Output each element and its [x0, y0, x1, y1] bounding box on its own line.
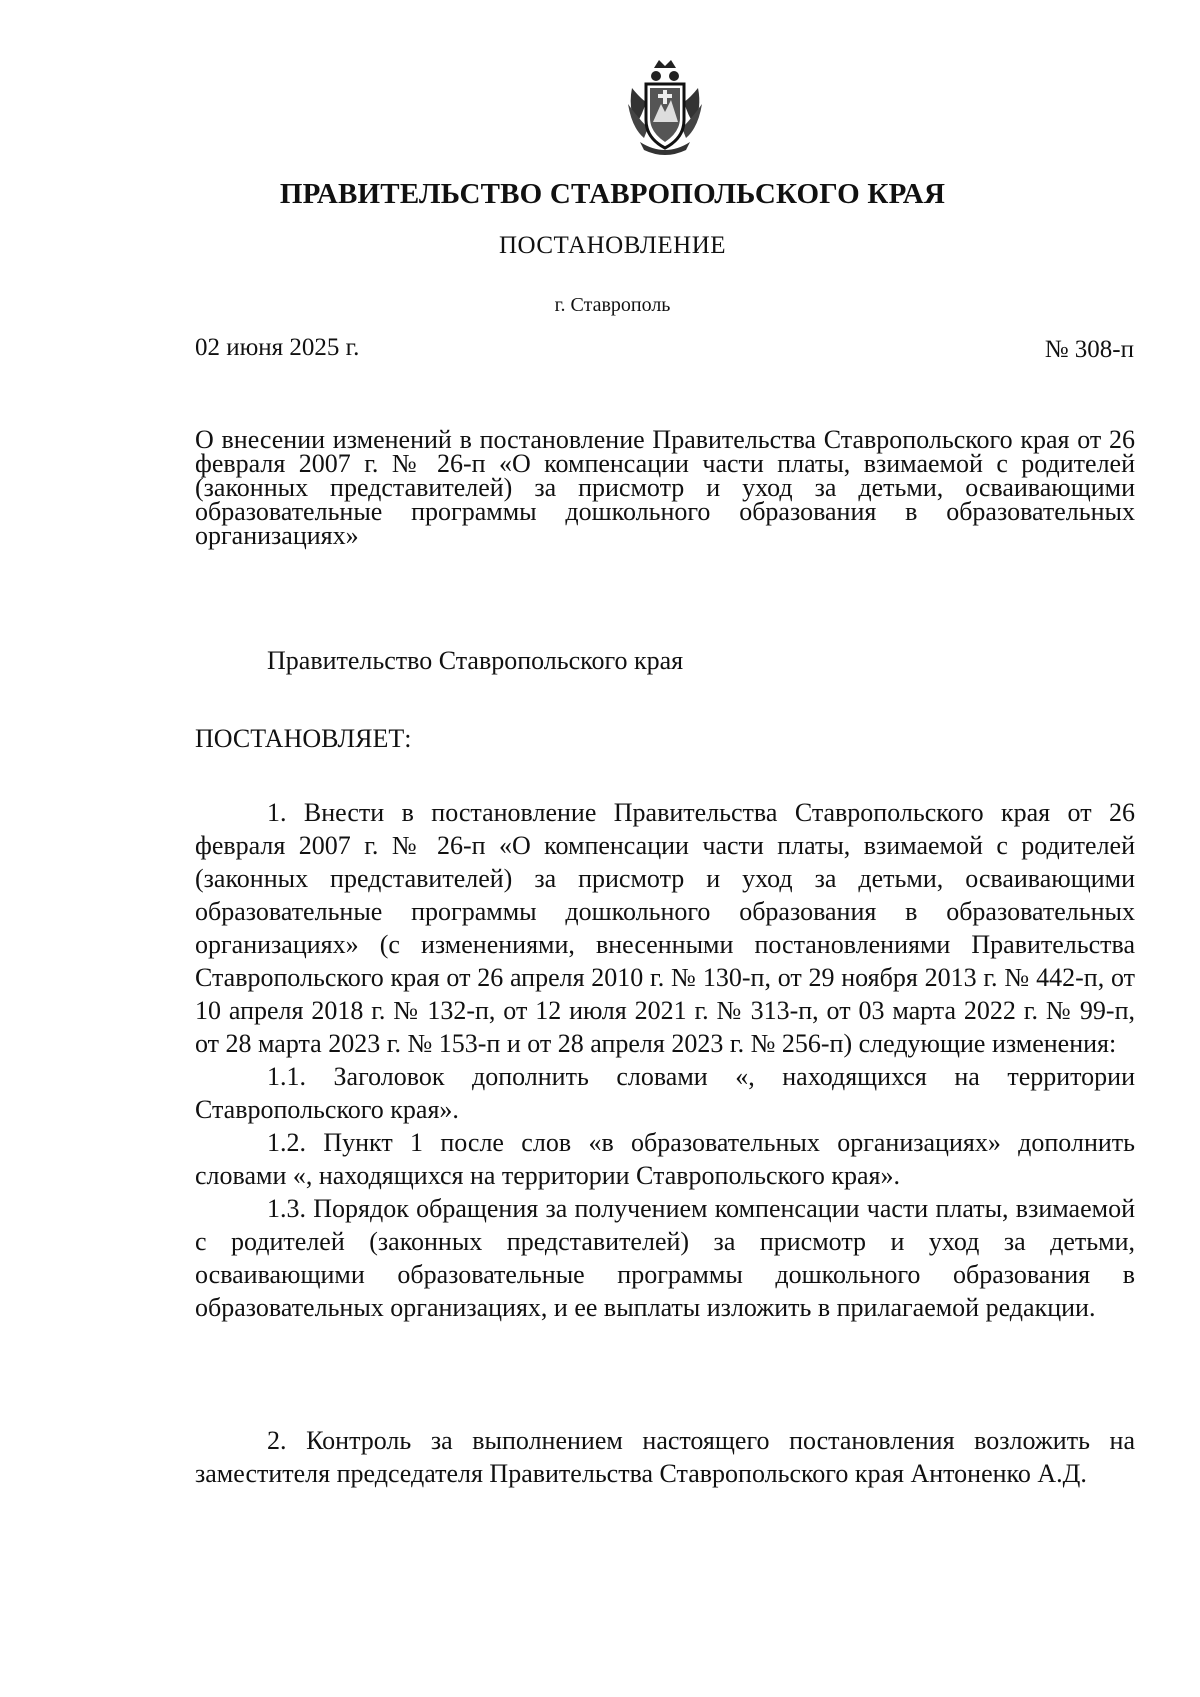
document-number: № 308-п — [1044, 336, 1134, 363]
clause-1-2: 1.2. Пункт 1 после слов «в образовательных организациях» дополнить словами «, находящихся на территории Ставропольского края». — [195, 1128, 1135, 1190]
decrees-heading: ПОСТАНОВЛЯЕТ: — [195, 724, 412, 753]
government-title: ПРАВИТЕЛЬСТВО СТАВРОПОЛЬСКОГО КРАЯ — [279, 178, 946, 210]
clause-list — [195, 796, 1135, 1324]
clause-1-1: 1.1. Заголовок дополнить словами «, находящихся на территории Ставропольского края». — [195, 1062, 1135, 1124]
coat-of-arms-icon — [626, 58, 704, 156]
clause-2-block — [195, 1424, 1135, 1490]
issue-city: г. Ставрополь — [554, 294, 671, 316]
issue-date: 02 июня 2025 г. — [195, 334, 360, 361]
issuing-authority: Правительство Ставропольского края — [267, 646, 684, 675]
document-title: О внесении изменений в постановление Правительства Ставропольского края от 26 февраля 2007 г. № 26-п «О компенсации части платы, взимаемой с родителей (законных представителей) за присмотр и уход за детьми, осваивающими образовательные программы дошкольного образования в образовательных организациях» — [195, 425, 1135, 550]
clause-1: 1. Внести в постановление Правительства Ставропольского края от 26 февраля 2007 г. № 26-п «О компенсации части платы, взимаемой с родителей (законных представителей) за присмотр и уход за детьми, осваивающими образовательные программы дошкольного образования в образовательных организациях» (с изменениями, внесенными постановлениями Правительства Ставропольского края от 26 апреля 2010 г. № 130-п, от 29 ноября 2013 г. № 442-п, от 10 апреля 2018 г. № 132-п, от 12 июля 2021 г. № 313-п, от 03 марта 2022 г. № 99-п, от 28 марта 2023 г. № 153-п и от 28 апреля 2023 г. № 256-п) следующие изменения: — [195, 798, 1135, 1058]
clause-2: 2. Контроль за выполнением настоящего постановления возложить на заместителя председателя Правительства Ставропольского края Антоненко А.Д. — [195, 1426, 1135, 1488]
clause-1-3: 1.3. Порядок обращения за получением компенсации части платы, взимаемой с родителей (законных представителей) за присмотр и уход за детьми, осваивающими образовательные программы дошкольного образования в образовательных организациях, и ее выплаты изложить в прилагаемой редакции. — [195, 1194, 1135, 1322]
document-type: ПОСТАНОВЛЕНИЕ — [498, 232, 727, 259]
